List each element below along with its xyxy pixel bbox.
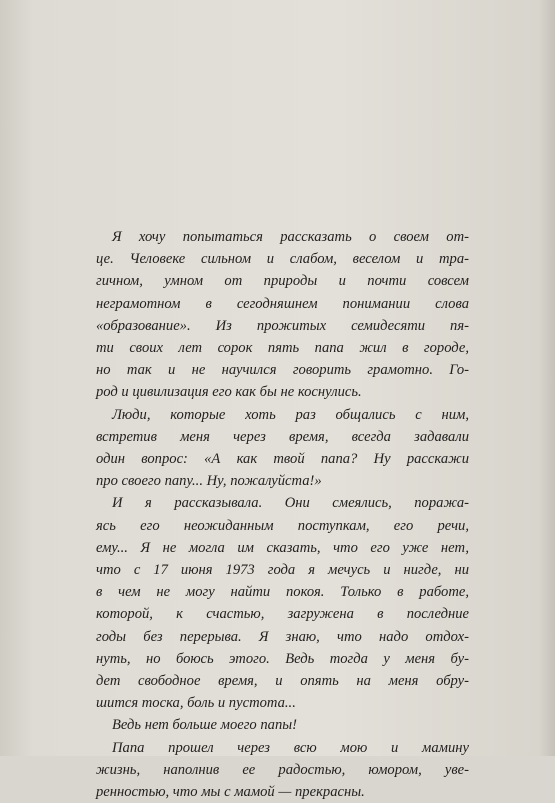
text-line: «образование». Из прожитых семидесяти пя- bbox=[96, 317, 469, 334]
text-line: годы без перерыва. Я знаю, что надо отдох- bbox=[96, 628, 469, 645]
text-line: но так и не научился говорить грамотно. Го- bbox=[96, 362, 469, 379]
text-line: нуть, но боюсь этого. Ведь тогда у меня бу- bbox=[96, 650, 469, 667]
body-text bbox=[96, 226, 469, 803]
text-line: це. Человеке сильном и слабом, веселом и тра- bbox=[96, 251, 469, 268]
page-gutter-shadow bbox=[539, 0, 555, 756]
text-line: Папа прошел через всю мою и мамину bbox=[112, 739, 469, 756]
text-line: Люди, которые хоть раз общались с ним, bbox=[112, 406, 469, 423]
text-line: дет свободное время, и опять на меня обру- bbox=[96, 673, 469, 690]
text-line: ти своих лет сорок пять папа жил в городе, bbox=[96, 340, 469, 357]
text-line: Я хочу попытаться рассказать о своем от- bbox=[112, 229, 469, 245]
text-line: в чем не могу найти покоя. Только в работе, bbox=[96, 584, 469, 601]
text-line: И я рассказывала. Они смеялись, поража- bbox=[112, 495, 469, 512]
text-line: встретив меня через время, всегда задавали bbox=[96, 428, 469, 445]
text-line: которой, к счастью, загружена в последние bbox=[96, 606, 469, 623]
text-line: жизнь, наполнив ее радостью, юмором, уве- bbox=[96, 761, 469, 778]
text-line: что с 17 июня 1973 года я мечусь и нигде, ни bbox=[96, 562, 469, 579]
text-line: неграмотном в сегодняшнем понимании слова bbox=[96, 295, 469, 312]
text-line: шится тоска, боль и пустота... bbox=[96, 695, 296, 712]
text-line: род и цивилизация его как бы не коснулись. bbox=[96, 384, 362, 401]
text-line: ему... Я не могла им сказать, что его уже нет, bbox=[96, 539, 469, 556]
show-through-text bbox=[393, 52, 513, 62]
text-line: ясь его неожиданным поступкам, его речи, bbox=[96, 517, 469, 534]
text-line: один вопрос: «А как твой папа? Ну расскажи bbox=[96, 451, 469, 468]
text-line: Ведь нет больше моего папы! bbox=[112, 717, 298, 734]
text-line: гичном, умном от природы и почти совсем bbox=[96, 273, 469, 290]
text-line: ренностью, что мы с мамой — прекрасны. bbox=[96, 784, 365, 801]
text-line: про своего папу... Ну, пожалуйста!» bbox=[96, 473, 322, 490]
